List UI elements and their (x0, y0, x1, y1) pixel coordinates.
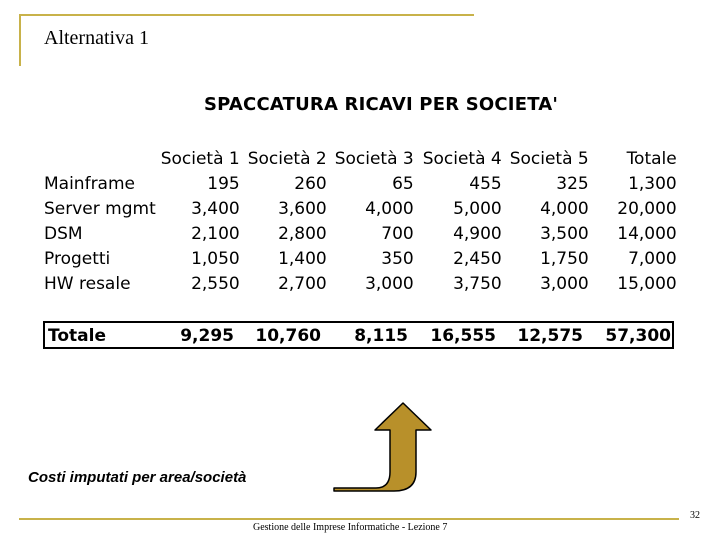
total-cell: 8,115 (354, 326, 408, 346)
row-label: DSM (44, 223, 83, 244)
cell: 350 (381, 248, 414, 269)
cell: 325 (556, 173, 589, 194)
table-row (44, 221, 677, 246)
header-totale: Totale (626, 148, 677, 169)
header-societa-4: Società 4 (422, 148, 502, 169)
footer-text: Gestione delle Imprese Informatiche - Lezione 7 (253, 522, 448, 533)
cell: 3,000 (540, 273, 589, 294)
cell: 20,000 (617, 198, 677, 219)
cell: 2,700 (278, 273, 327, 294)
cell: 3,600 (278, 198, 327, 219)
cell: 3,400 (191, 198, 240, 219)
row-label: Server mgmt (44, 198, 156, 219)
total-row (43, 321, 674, 349)
table-row (44, 271, 677, 296)
header-empty (44, 146, 156, 171)
cell: 260 (294, 173, 327, 194)
table-row (44, 196, 677, 221)
cell: 3,500 (540, 223, 589, 244)
header-societa-5: Società 5 (509, 148, 589, 169)
cell: 2,800 (278, 223, 327, 244)
cell: 1,050 (191, 248, 240, 269)
header-societa-2: Società 2 (247, 148, 327, 169)
cell: 455 (469, 173, 502, 194)
total-cell: 9,295 (180, 326, 234, 346)
header-societa-1: Società 1 (160, 148, 240, 169)
table-row (44, 246, 677, 271)
cell: 65 (392, 173, 414, 194)
total-cell: 12,575 (517, 326, 583, 346)
cell: 5,000 (453, 198, 502, 219)
total-cell: 16,555 (430, 326, 496, 346)
top-rule (19, 14, 474, 16)
cell: 15,000 (617, 273, 677, 294)
cell: 3,750 (453, 273, 502, 294)
cell: 1,400 (278, 248, 327, 269)
slide-title: Alternativa 1 (44, 27, 149, 49)
table-header-row (44, 146, 677, 171)
cell: 1,750 (540, 248, 589, 269)
revenue-table (44, 146, 677, 296)
cell: 4,000 (365, 198, 414, 219)
row-label: Mainframe (44, 173, 135, 194)
cell: 2,100 (191, 223, 240, 244)
header-societa-3: Società 3 (334, 148, 414, 169)
cell: 700 (381, 223, 414, 244)
cell: 7,000 (628, 248, 677, 269)
left-rule (19, 14, 21, 66)
cell: 14,000 (617, 223, 677, 244)
row-label: HW resale (44, 273, 131, 294)
cell: 2,450 (453, 248, 502, 269)
cell: 4,900 (453, 223, 502, 244)
total-label: Totale (48, 326, 106, 346)
total-cell: 57,300 (605, 326, 671, 346)
total-cell: 10,760 (255, 326, 321, 346)
cell: 4,000 (540, 198, 589, 219)
row-label: Progetti (44, 248, 111, 269)
caption: Costi imputati per area/società (28, 469, 247, 486)
page-number: 32 (690, 510, 700, 521)
table-row (44, 171, 677, 196)
cell: 3,000 (365, 273, 414, 294)
cell: 2,550 (191, 273, 240, 294)
table-title: SPACCATURA RICAVI PER SOCIETA' (204, 94, 559, 115)
cell: 1,300 (628, 173, 677, 194)
curved-up-arrow-icon (330, 400, 440, 495)
cell: 195 (207, 173, 240, 194)
bottom-rule (19, 518, 679, 520)
